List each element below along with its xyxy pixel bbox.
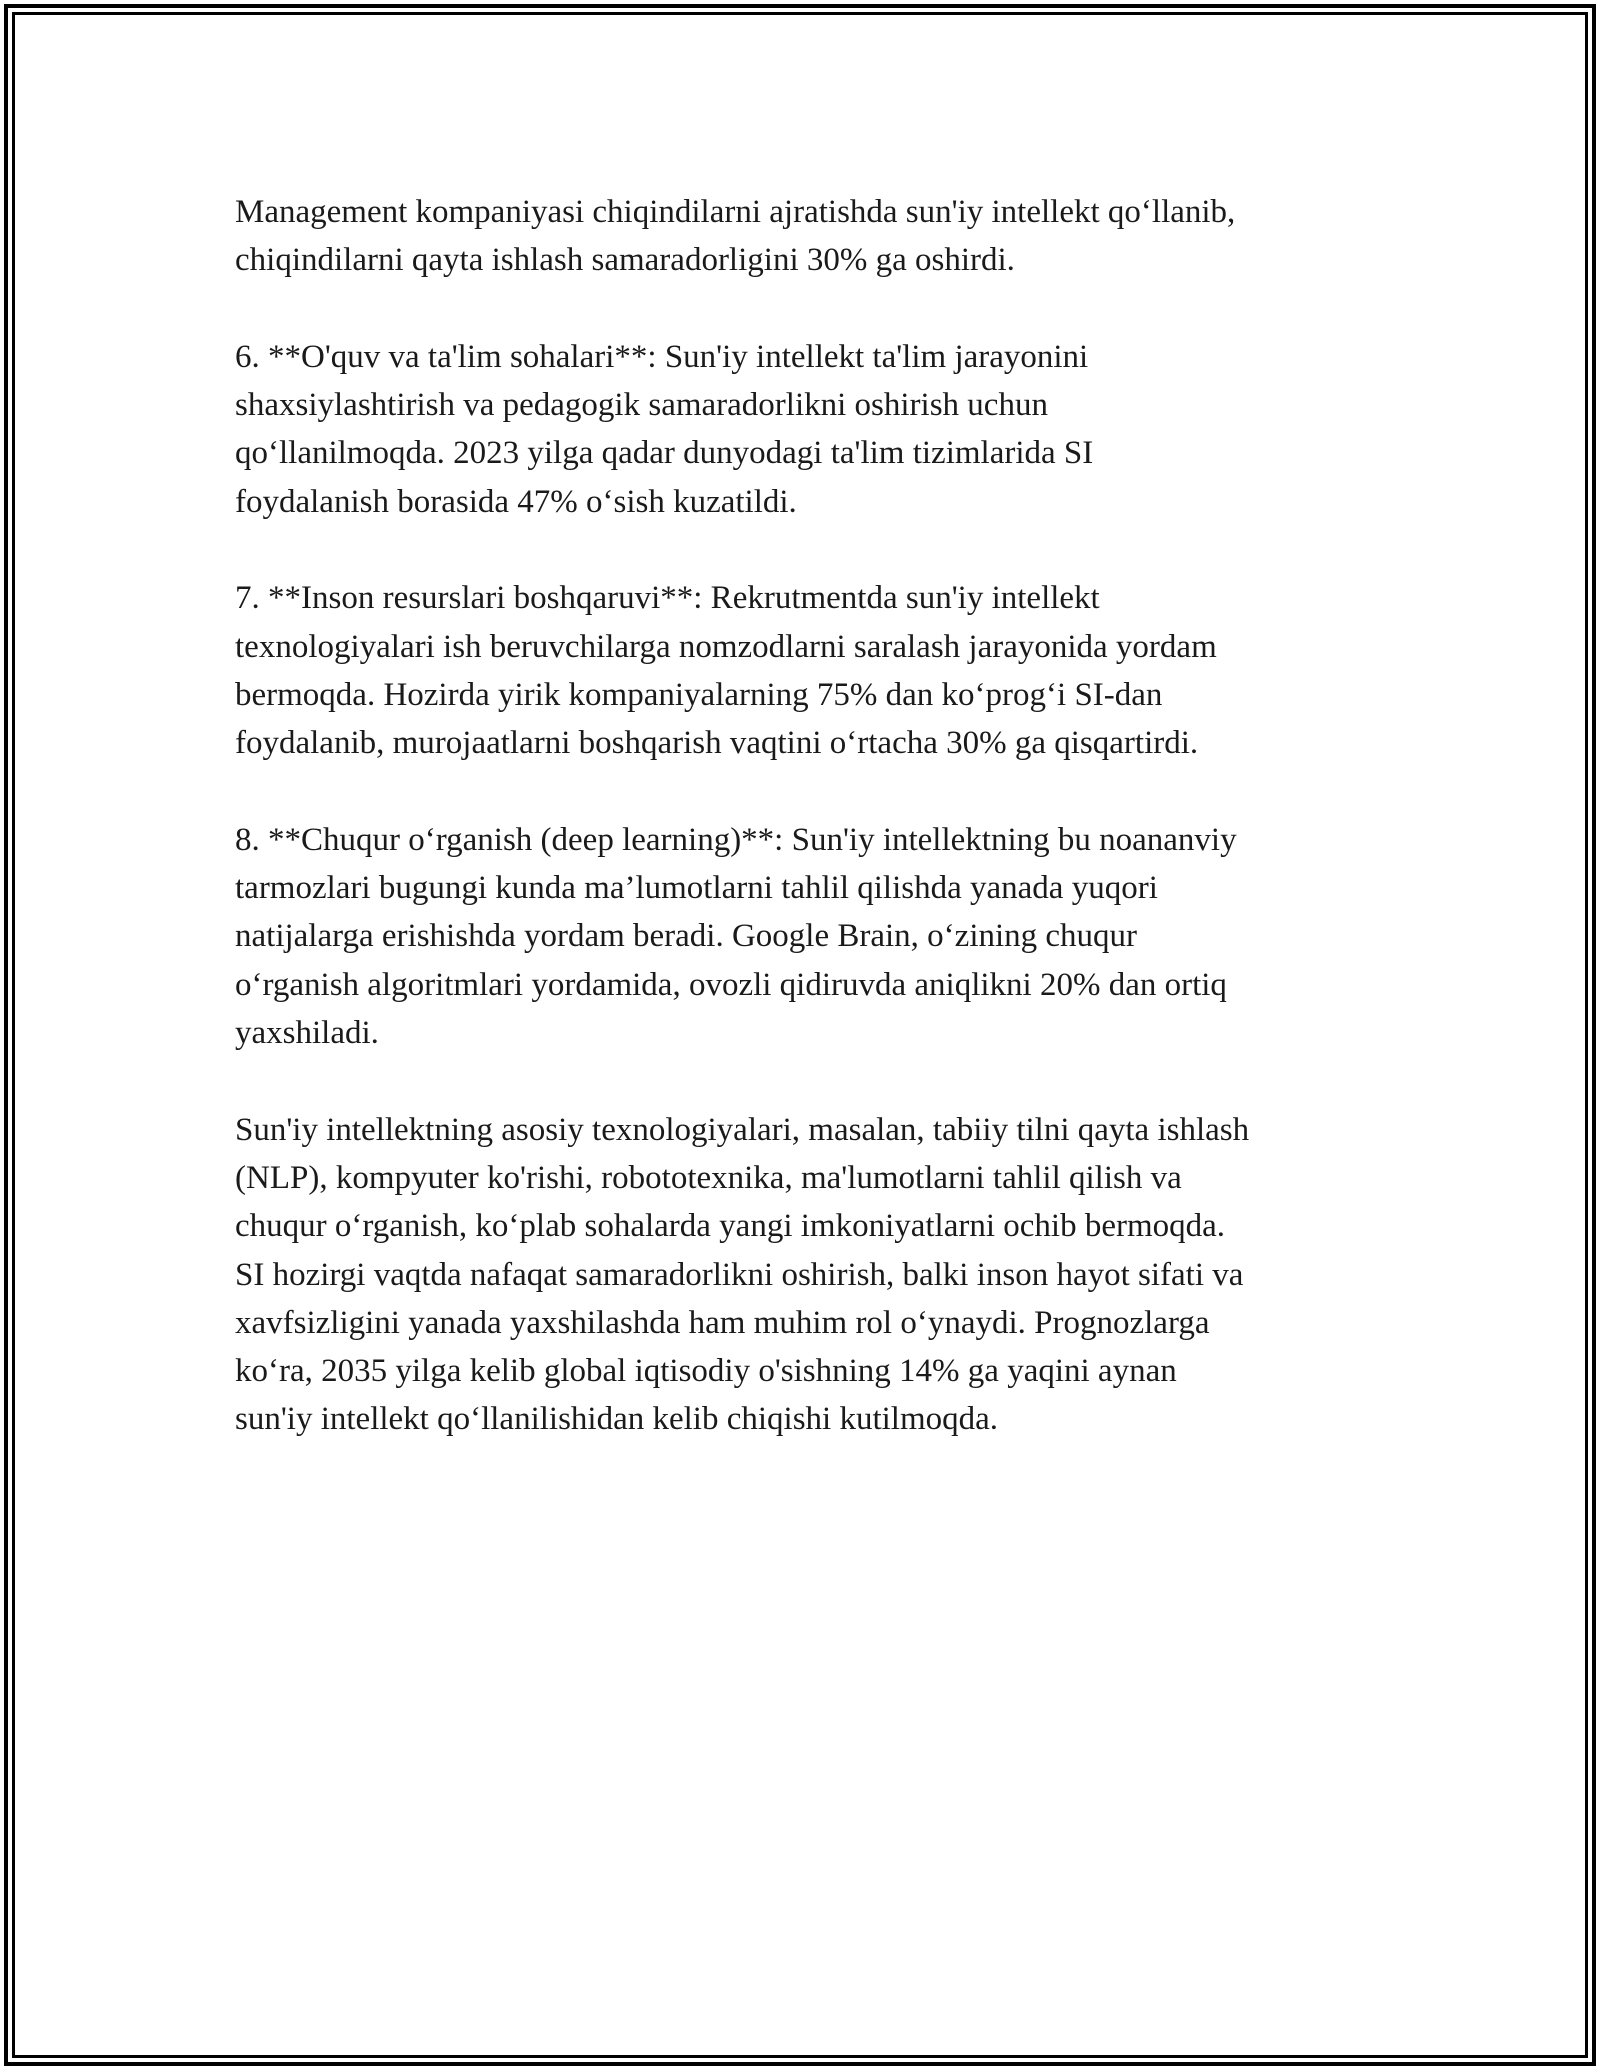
text-line: ko‘ra, 2035 yilga kelib global iqtisodiy o'sishning 14% ga yaqini aynan (235, 1353, 1177, 1390)
text-line: sun'iy intellekt qo‘llanilishidan kelib chiqishi kutilmoqda. (235, 1401, 999, 1438)
text-line: 7. **Inson resurslari boshqaruvi**: Rekrutmentda sun'iy intellekt (235, 580, 1100, 617)
text-line: chiqindilarni qayta ishlash samaradorligini 30% ga oshirdi. (235, 242, 1015, 279)
paragraph-deep-learning (235, 816, 1385, 1057)
paragraph-conclusion (235, 1106, 1385, 1444)
text-line: Sun'iy intellektning asosiy texnologiyalari, masalan, tabiiy tilni qayta ishlash (235, 1111, 1250, 1148)
text-line: SI hozirgi vaqtda nafaqat samaradorlikni oshirish, balki inson hayot sifati va (235, 1256, 1244, 1293)
text-line: (NLP), kompyuter ko'rishi, robototexnika, ma'lumotlarni tahlil qilish va (235, 1159, 1182, 1196)
text-line: qo‘llanilmoqda. 2023 yilga qadar dunyodagi ta'lim tizimlarida SI (235, 435, 1094, 472)
text-line: texnologiyalari ish beruvchilarga nomzodlarni saralash jarayonida yordam (235, 628, 1217, 665)
text-line: o‘rganish algoritmlari yordamida, ovozli qidiruvda aniqlikni 20% dan ortiq (235, 966, 1227, 1003)
text-line: xavfsizligini yanada yaxshilashda ham muhim rol o‘ynaydi. Prognozlarga (235, 1304, 1210, 1341)
text-line: 8. **Chuqur o‘rganish (deep learning)**: Sun'iy intellektning bu noananviy (235, 821, 1237, 858)
document-body (235, 188, 1385, 1492)
text-line: yaxshiladi. (235, 1015, 379, 1052)
text-line: foydalanib, murojaatlarni boshqarish vaqtini o‘rtacha 30% ga qisqartirdi. (235, 725, 1199, 762)
text-line: natijalarga erishishda yordam beradi. Google Brain, o‘zining chuqur (235, 918, 1138, 955)
text-line: chuqur o‘rganish, ko‘plab sohalarda yangi imkoniyatlarni ochib bermoqda. (235, 1208, 1226, 1245)
text-line: bermoqda. Hozirda yirik kompaniyalarning 75% dan ko‘prog‘i SI-dan (235, 676, 1163, 713)
text-line: foydalanish borasida 47% o‘sish kuzatildi. (235, 483, 797, 520)
paragraph-human-resources (235, 574, 1385, 767)
text-line: tarmozlari bugungi kunda ma’lumotlarni tahlil qilishda yanada yuqori (235, 870, 1158, 907)
paragraph-education (235, 333, 1385, 526)
text-line: 6. **O'quv va ta'lim sohalari**: Sun'iy intellekt ta'lim jarayonini (235, 338, 1089, 375)
paragraph-waste-management (235, 188, 1385, 285)
text-line: Management kompaniyasi chiqindilarni ajratishda sun'iy intellekt qo‘llanib, (235, 194, 1236, 230)
text-line: shaxsiylashtirish va pedagogik samaradorlikni oshirish uchun (235, 387, 1048, 424)
